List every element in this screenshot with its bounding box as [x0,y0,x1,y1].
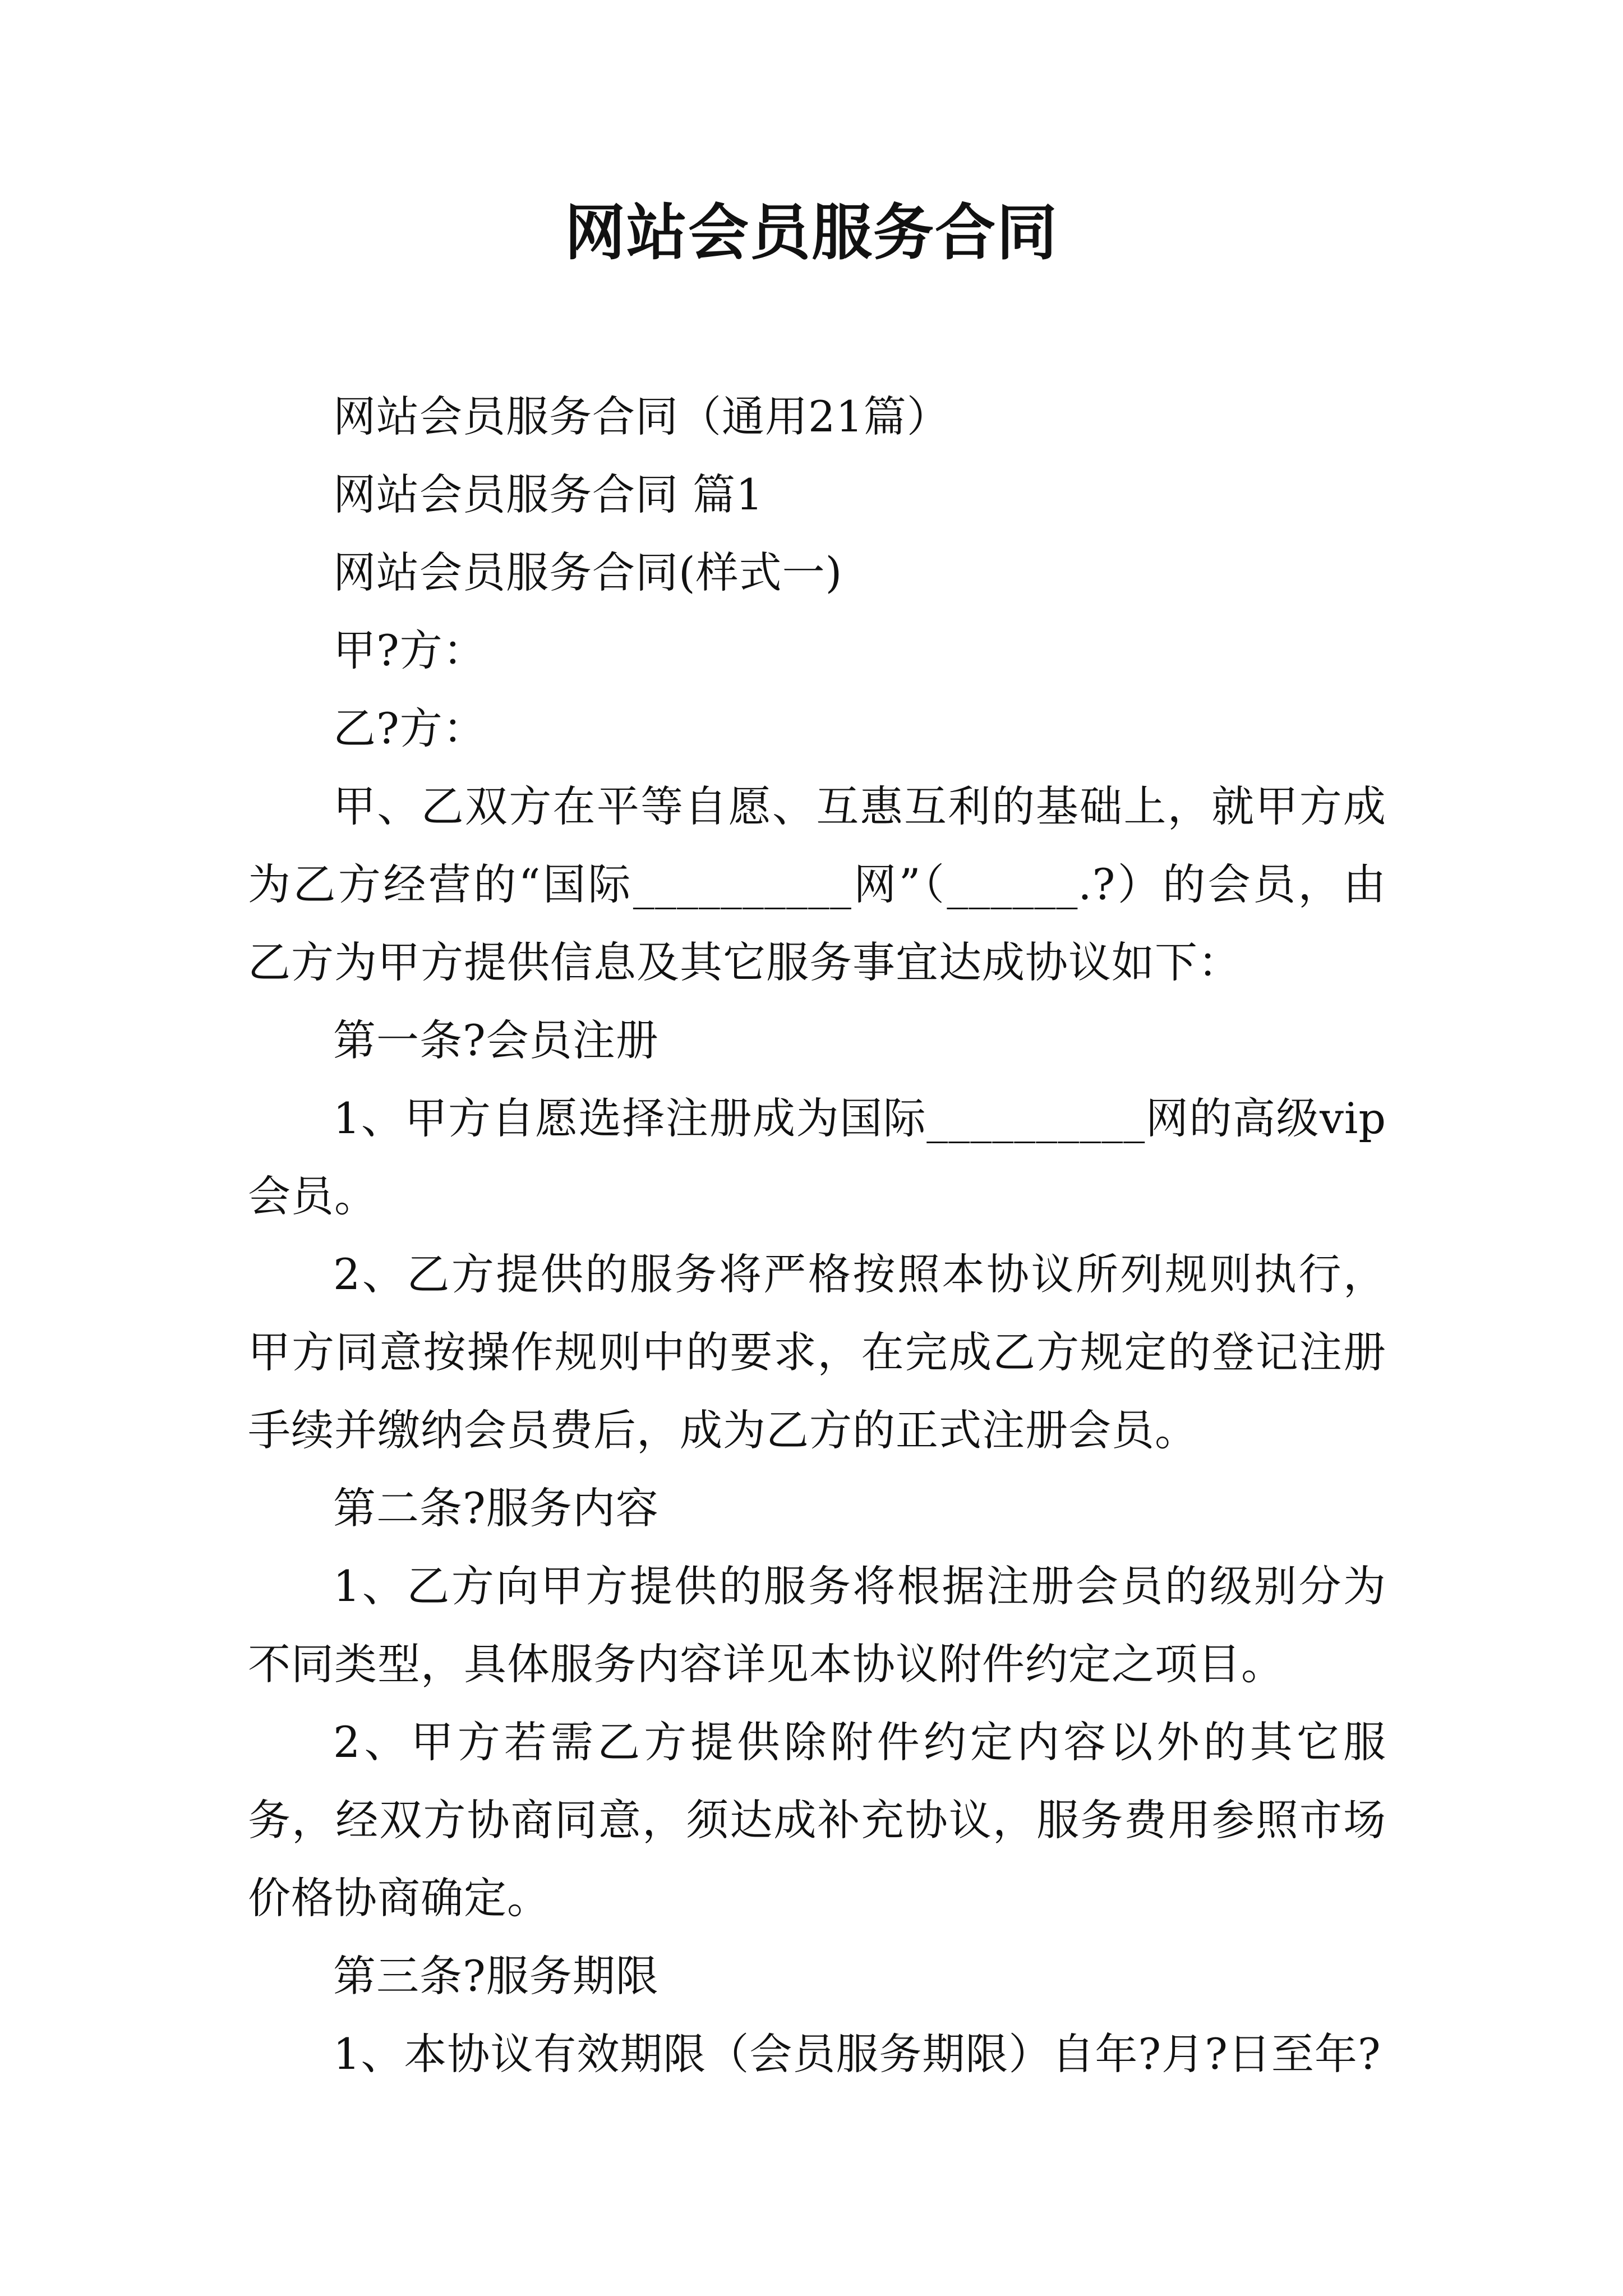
document-title: 网站会员服务合同 [564,197,1058,268]
paragraph-clause-2-item-1: 1、乙方向甲方提供的服务将根据注册会员的级别分为不同类型，具体服务内容详见本协议附件约定之项目。 [248,1561,1386,1689]
paragraph-clause-2-heading: 第二条?服务内容 [333,1483,659,1533]
paragraph-clause-2-item-2: 2、甲方若需乙方提供除附件约定内容以外的其它服务，经双方协商同意，须达成补充协议，服务费用参照市场价格协商确定。 [248,1717,1386,1923]
paragraph-article-heading: 网站会员服务合同 篇1 [333,470,764,519]
paragraph-party-b: 乙?方： [333,703,486,753]
document-body [248,378,1386,2093]
paragraph-preamble: 甲、乙双方在平等自愿、互惠互利的基础上，就甲方成为乙方经营的“国际__________网”（______.?）的会员，由乙方为甲方提供信息及其它服务事宜达成协议如下： [248,781,1386,987]
paragraph-clause-3-item-1: 1、本协议有效期限（会员服务期限）自年?月?日至年? [333,2029,1381,2079]
paragraph-clause-1-heading: 第一条?会员注册 [333,1015,659,1065]
paragraph-collection-title: 网站会员服务合同（通用21篇） [333,392,950,441]
paragraph-party-a: 甲?方： [333,625,486,675]
paragraph-clause-1-item-1: 1、甲方自愿选择注册成为国际__________网的高级vip会员。 [248,1093,1386,1221]
paragraph-clause-3-heading: 第三条?服务期限 [333,1951,659,2001]
paragraph-sample-heading: 网站会员服务合同(样式一) [333,547,843,597]
paragraph-clause-1-item-2: 2、乙方提供的服务将严格按照本协议所列规则执行，甲方同意按操作规则中的要求，在完成乙方规定的登记注册手续并缴纳会员费后，成为乙方的正式注册会员。 [248,1249,1386,1455]
